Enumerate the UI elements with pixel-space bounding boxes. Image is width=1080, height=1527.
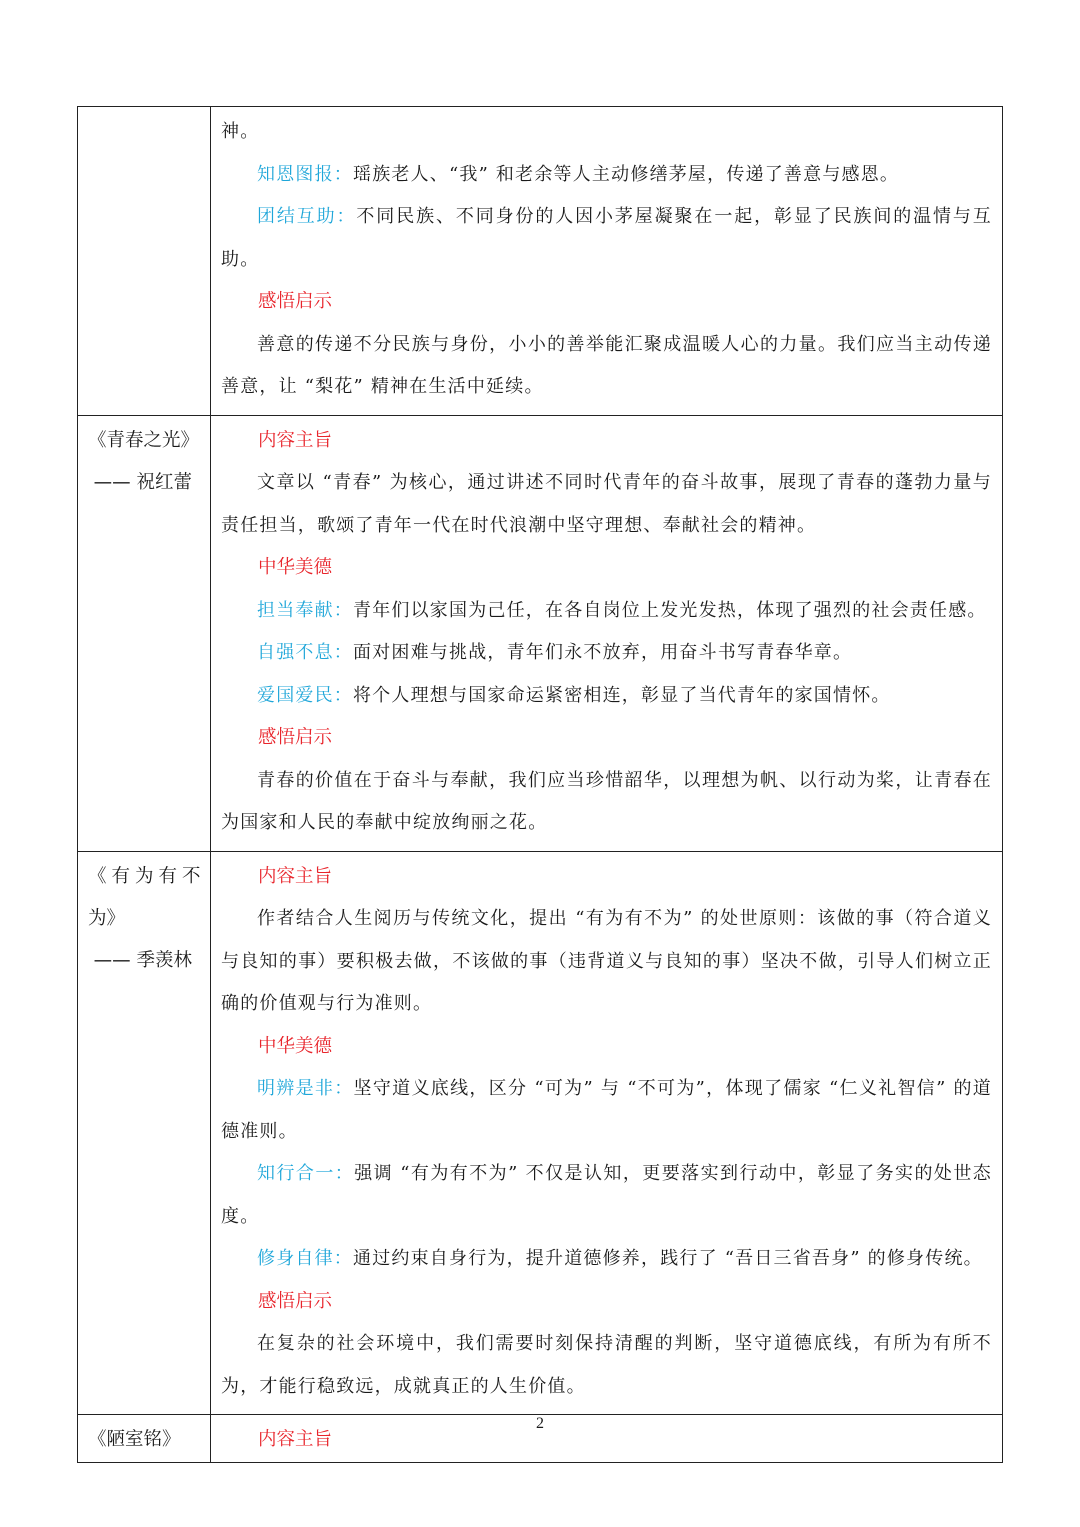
continuation-tail: 神。 <box>221 121 260 142</box>
table-row <box>78 107 1003 416</box>
title-cell <box>78 415 211 851</box>
work-title: 《青春之光》 <box>88 429 200 451</box>
page-number: 2 <box>536 1415 544 1432</box>
virtue-point: 担当奉献：青年们以家国为己任，在各自岗位上发光发热，体现了强烈的社会责任感。 <box>257 599 987 621</box>
insight-heading: 感悟启示 <box>258 727 333 748</box>
virtue-point: 爱国爱民：将个人理想与国家命运紧密相连，彰显了当代青年的家国情怀。 <box>257 684 891 706</box>
content-cell <box>211 107 1003 416</box>
theme-text: 文章以 “青春” 为核心，通过讲述不同时代青年的奋斗故事，展现了青春的蓬勃力量与责任担当，歌颂了青年一代在时代浪潮中坚守理想、奉献社会的精神。 <box>221 472 992 536</box>
work-author: —— 季羡林 <box>93 949 192 971</box>
theme-heading: 内容主旨 <box>258 1429 333 1450</box>
virtue-point: 知行合一：强调 “有为有不为” 不仅是认知，更要落实到行动中，彰显了务实的处世态度。 <box>221 1163 992 1227</box>
table-row <box>78 415 1003 851</box>
content-cell <box>211 415 1003 851</box>
virtue-point: 自强不息：面对困难与挑战，青年们永不放弃，用奋斗书写青春华章。 <box>257 642 853 663</box>
virtue-keyword: 明辨是非： <box>257 1078 354 1099</box>
study-table <box>77 106 1003 1463</box>
virtue-point: 明辨是非：坚守道义底线，区分 “可为” 与 “不可为”，体现了儒家 “仁义礼智信” 的道德准则。 <box>221 1078 993 1142</box>
table-row <box>78 851 1003 1415</box>
virtue-point: 团结互助：不同民族、不同身份的人因小茅屋凝聚在一起，彰显了民族间的温情与互助。 <box>221 206 992 270</box>
work-title: 《陋室铭》 <box>88 1429 181 1450</box>
theme-heading: 内容主旨 <box>258 429 333 451</box>
theme-heading: 内容主旨 <box>258 865 333 887</box>
insight-text: 善意的传递不分民族与身份，小小的善举能汇聚成温暖人心的力量。我们应当主动传递善意，让 “梨花” 精神在生活中延续。 <box>221 333 992 397</box>
virtue-keyword: 修身自律： <box>257 1248 353 1269</box>
virtue-keyword: 担当奉献： <box>257 599 353 621</box>
virtue-point: 修身自律：通过约束自身行为，提升道德修养，践行了 “吾日三省吾身” 的修身传统。 <box>257 1248 983 1269</box>
insight-text: 青春的价值在于奋斗与奉献，我们应当珍惜韶华，以理想为帆、以行动为桨，让青春在为国家和人民的奉献中绽放绚丽之花。 <box>221 769 992 833</box>
virtue-keyword: 团结互助： <box>257 206 357 227</box>
work-title: 《有为有不 <box>88 865 206 887</box>
virtue-keyword: 爱国爱民： <box>257 684 353 706</box>
title-cell <box>78 851 211 1415</box>
virtue-heading: 中华美德 <box>258 557 333 578</box>
insight-heading: 感悟启示 <box>258 291 333 312</box>
content-cell <box>211 851 1003 1415</box>
virtue-keyword: 知恩图报： <box>257 163 353 185</box>
virtue-point: 知恩图报：瑶族老人、“我” 和老余等人主动修缮茅屋，传递了善意与感恩。 <box>257 163 900 185</box>
insight-heading: 感悟启示 <box>258 1290 333 1312</box>
theme-text: 作者结合人生阅历与传统文化，提出 “有为有不为” 的处世原则：该做的事（符合道义与良知的事）要积极去做，不该做的事（违背道义与良知的事）坚决不做，引导人们树立正确的价值观与行为准则。 <box>221 908 992 1014</box>
work-author: —— 祝红蕾 <box>93 471 192 493</box>
insight-text: 在复杂的社会环境中，我们需要时刻保持清醒的判断，坚守道德底线，有所为有所不为，才能行稳致远，成就真正的人生价值。 <box>221 1333 992 1397</box>
title-cell-empty <box>78 107 211 416</box>
virtue-heading: 中华美德 <box>258 1035 333 1057</box>
work-title-cont: 为》 <box>88 907 126 929</box>
virtue-keyword: 自强不息： <box>257 642 353 663</box>
virtue-keyword: 知行合一： <box>257 1163 355 1184</box>
